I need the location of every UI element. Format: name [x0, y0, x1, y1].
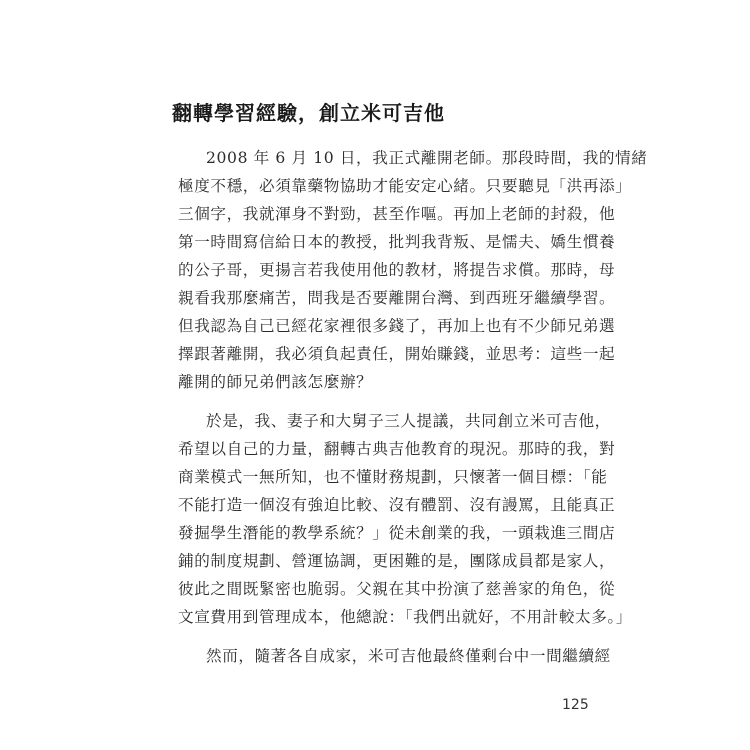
paragraph-line: 2008 年 6 月 10 日，我正式離開老師。那段時間，我的情緒 — [206, 149, 648, 167]
paragraph-line: 商業模式一無所知，也不懂財務規劃，只懷著一個目標：「能 — [178, 468, 608, 486]
paragraph-line: 彼此之間既緊密也脆弱。父親在其中扮演了慈善家的角色，從 — [178, 580, 616, 598]
paragraph-line: 的公子哥，更揚言若我使用他的教材，將提告求償。那時，母 — [178, 261, 616, 279]
section-heading: 翻轉學習經驗，創立米可吉他 — [172, 101, 445, 125]
paragraph-line: 第一時間寫信給日本的教授，批判我背叛、是懦夫、嬌生慣養 — [178, 233, 616, 251]
paragraph-line: 離開的師兄弟們該怎麼辦？ — [178, 373, 373, 391]
paragraph-line: 然而，隨著各自成家，米可吉他最終僅剩台中一間繼續經 — [206, 647, 611, 665]
paragraph-line: 三個字，我就渾身不對勁，甚至作嘔。再加上老師的封殺，他 — [178, 205, 616, 223]
paragraph-line: 不能打造一個沒有強迫比較、沒有體罰、沒有謾罵，且能真正 — [178, 496, 616, 514]
paragraph-line: 但我認為自己已經花家裡很多錢了，再加上也有不少師兄弟選 — [178, 317, 616, 335]
paragraph-line: 親看我那麼痛苦，問我是否要離開台灣、到西班牙繼續學習。 — [178, 289, 616, 307]
paragraph-line: 於是，我、妻子和大舅子三人提議，共同創立米可吉他， — [206, 412, 611, 430]
paragraph-line: 極度不穩，必須靠藥物協助才能安定心緒。只要聽見「洪再添」 — [178, 177, 632, 195]
paragraph-line: 發掘學生潛能的教學系統？」從未創業的我，一頭栽進三間店 — [178, 524, 616, 542]
paragraph-line: 擇跟著離開，我必須負起責任，開始賺錢，並思考：這些一起 — [178, 345, 616, 363]
page-number: 125 — [562, 697, 589, 713]
paragraph-line: 文宣費用到管理成本，他總說：「我們出就好，不用計較太多。」 — [178, 608, 633, 626]
paragraph-line: 鋪的制度規劃、營運協調，更困難的是，團隊成員都是家人， — [178, 552, 616, 570]
paragraph-line: 希望以自己的力量，翻轉古典吉他教育的現況。那時的我，對 — [178, 440, 616, 458]
